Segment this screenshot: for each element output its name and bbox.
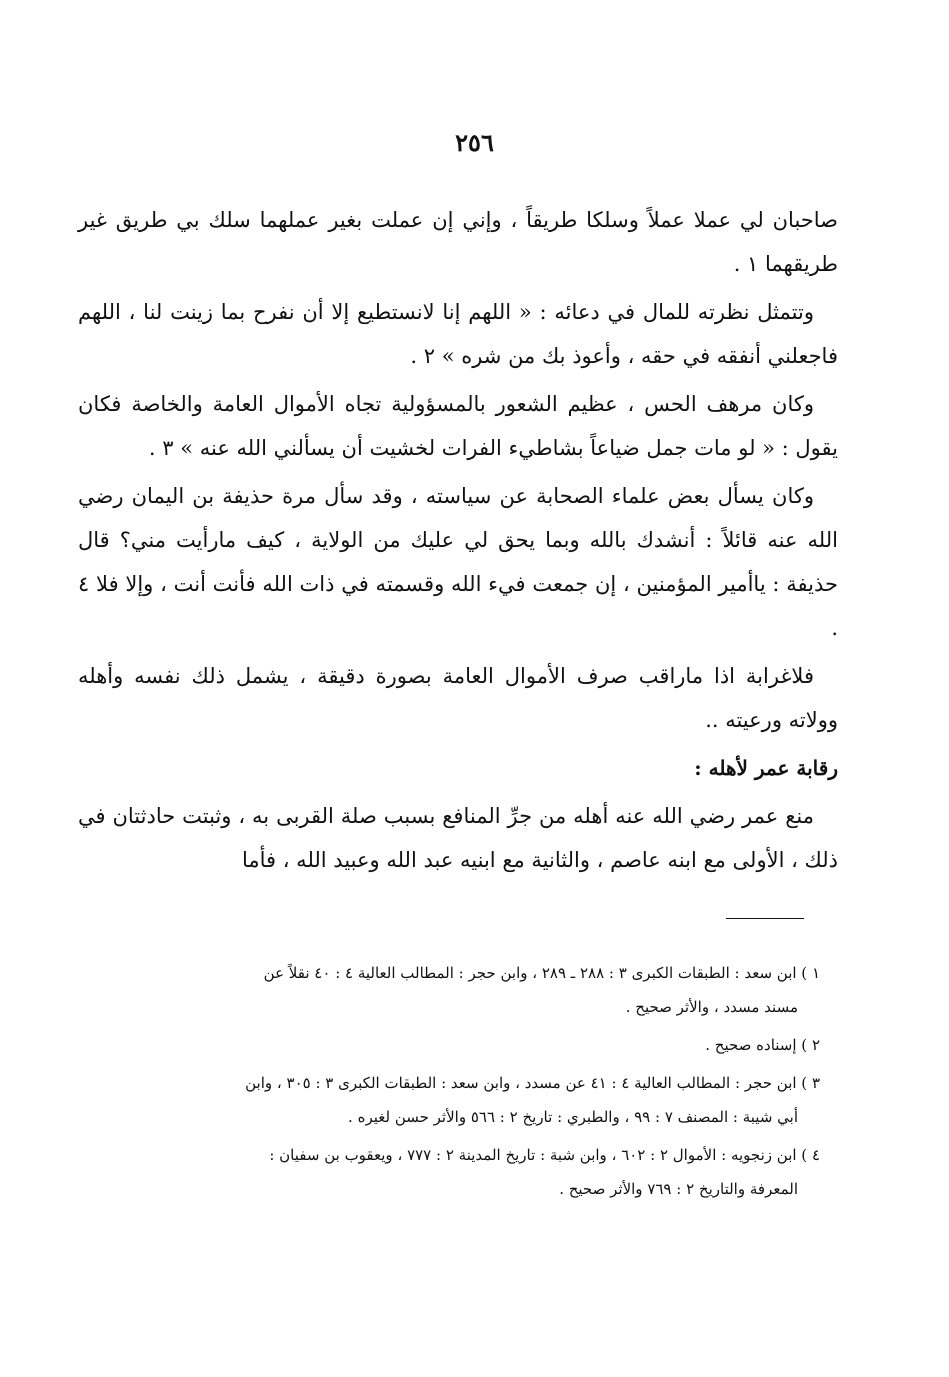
- page-number: ٢٥٦: [455, 128, 494, 157]
- footnote-divider: [726, 918, 804, 919]
- footnote-continuation: مسند مسدد ، والأثر صحيح .: [625, 998, 798, 1016]
- footnote-2: [128, 1028, 820, 1062]
- footnote-text: ٢ ) إسناده صحيح .: [705, 1036, 820, 1054]
- footnotes: [128, 956, 820, 1210]
- paragraph: وكان مرهف الحس ، عظيم الشعور بالمسؤولية تجاه الأموال العامة والخاصة فكان يقول : « لو مات جمل ضياعاً بشاطيء الفرات لخشيت أن يسألني الله عنه » ٣ .: [78, 392, 838, 460]
- footnote-text: ١ ) ابن سعد : الطبقات الكبرى ٣ : ٢٨٨ ـ ٢٨٩ ، وابن حجر : المطالب العالية ٤ : ٤٠ نقلاً عن: [263, 964, 820, 982]
- footnote-4: [128, 1138, 820, 1206]
- footnote-continuation: المعرفة والتاريخ ٢ : ٧٦٩ والأثر صحيح .: [559, 1180, 798, 1198]
- paragraph: وكان يسأل بعض علماء الصحابة عن سياسته ، وقد سأل مرة حذيفة بن اليمان رضي الله عنه قائلاً : أنشدك بالله وبما يحق لي عليك من الولاية ، كيف مارأيت مني؟ قال حذيفة : ياأمير المؤمنين ، إن جمعت فيء الله وقسمته في ذات الله فأنت أنت ، وإلا فلا ٤ .: [78, 484, 838, 640]
- paragraph: صاحبان لي عملا عملاً وسلكا طريقاً ، وإني إن عملت بغير عملهما سلك بي طريق غير طريقهما ١ .: [78, 208, 838, 276]
- footnote-3: [128, 1066, 820, 1134]
- footnote-text: ٣ ) ابن حجر : المطالب العالية ٤ : ٤١ عن مسدد ، وابن سعد : الطبقات الكبرى ٣ : ٣٠٥ ، وابن: [245, 1074, 820, 1092]
- paragraph: وتتمثل نظرته للمال في دعائه : « اللهم إنا لانستطيع إلا أن نفرح بما زينت لنا ، اللهم فاجعلني أنفقه في حقه ، وأعوذ بك من شره » ٢ .: [78, 300, 838, 368]
- main-text: [78, 198, 838, 886]
- footnote-text: ٤ ) ابن زنجويه : الأموال ٢ : ٦٠٢ ، وابن شبة : تاريخ المدينة ٢ : ٧٧٧ ، ويعقوب بن سفيان :: [269, 1146, 820, 1164]
- paragraph: فلاغرابة اذا ماراقب صرف الأموال العامة بصورة دقيقة ، يشمل ذلك نفسه وأهله وولاته ورعيته ..: [78, 664, 838, 732]
- footnote-continuation: أبي شيبة : المصنف ٧ : ٩٩ ، والطبري : تاريخ ٢ : ٥٦٦ والأثر حسن لغيره .: [348, 1108, 798, 1126]
- footnote-1: [128, 956, 820, 1024]
- section-paragraph: منع عمر رضي الله عنه أهله من جرِّ المنافع بسبب صلة القربى به ، وثبتت حادثتان في ذلك ، الأولى مع ابنه عاصم ، والثانية مع ابنيه عبد الله وعبيد الله ، فأما: [78, 804, 838, 872]
- section-heading: رقابة عمر لأهله :: [694, 756, 838, 780]
